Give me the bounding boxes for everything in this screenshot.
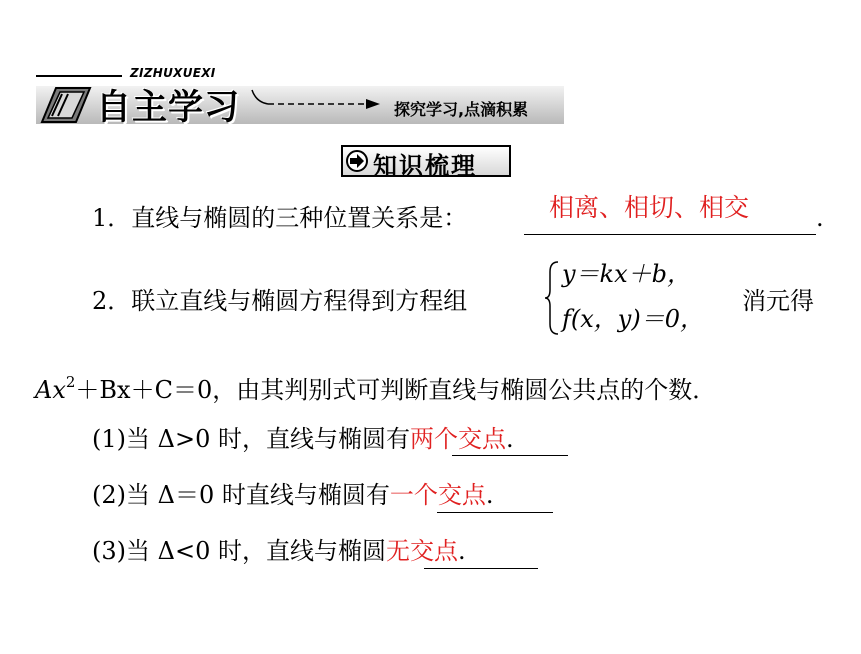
q2-cont-rest: ＋Bx＋C＝0，由其判别式可判断直线与椭圆公共点的个数． [75,376,717,404]
brace-icon [544,260,560,336]
case-2 [92,480,494,510]
q1-blank [524,234,816,235]
case-3-blank [424,568,538,569]
equation-line-2: f(x，y)＝0， [562,305,704,333]
book-icon [38,82,94,126]
q1-answer: 相离、相切、相交 [549,193,750,222]
case-2-end: . [485,481,494,509]
q2-tail: 消元得 [742,287,814,315]
case-3-answer: 无交点 [385,537,458,565]
arrow-connector-icon [250,88,382,114]
case-2-answer: 一个交点 [389,481,486,509]
q2-cont-sup: 2 [65,373,76,391]
case-2-blank [437,512,553,513]
header-top-rule [36,75,122,77]
case-3 [92,536,466,566]
case-1-text: (1)当 Δ>0 时，直线与椭圆有 [92,425,410,453]
q2-text: 2．联立直线与椭圆方程得到方程组 [92,287,468,315]
header-pinyin: ZIZHUXUEXI [130,66,216,80]
case-1 [92,424,514,454]
case-1-end: . [505,425,514,453]
header-subtitle: 探究学习,点滴积累 [394,100,529,119]
q2-continuation [35,367,716,405]
knowledge-box-title: 知识梳理 [373,152,477,180]
section-title: 自主学习 [96,88,241,128]
case-3-end: . [457,537,466,565]
case-2-text: (2)当 Δ＝0 时直线与椭圆有 [92,481,390,509]
case-1-answer: 两个交点 [409,425,506,453]
equation-line-1: y＝kx＋b， [562,260,691,288]
arrow-right-icon [345,149,369,173]
q1-end: . [816,204,824,232]
case-1-blank [452,455,568,456]
q2-cont-ax: Ax [35,376,66,404]
case-3-text: (3)当 Δ<0 时，直线与椭圆 [92,537,386,565]
q1-text: 1．直线与椭圆的三种位置关系是： [92,204,468,232]
